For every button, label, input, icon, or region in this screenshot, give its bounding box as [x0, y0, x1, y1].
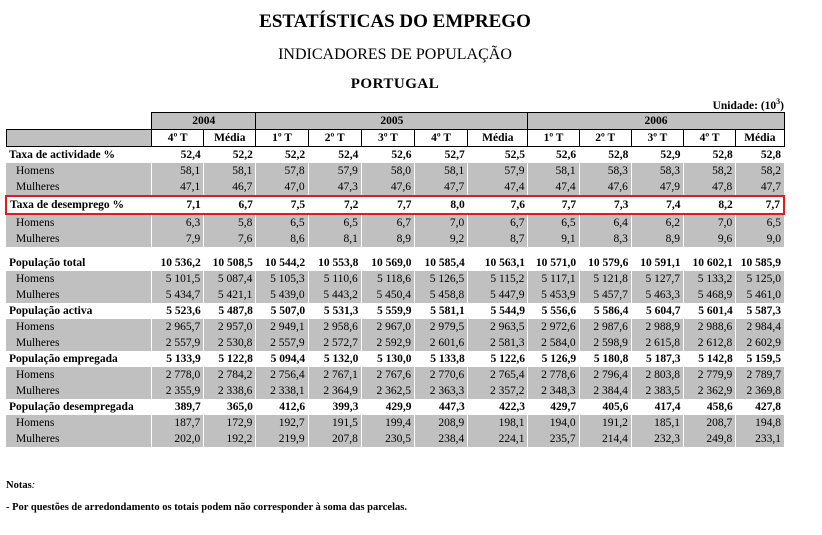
indicator-row — [6, 255, 784, 271]
table-cell: 57,9 — [308, 163, 361, 179]
indicator-row — [6, 351, 784, 367]
year-header: 2006 — [528, 113, 784, 130]
table-cell: 232,3 — [631, 431, 683, 447]
table-cell: 2 362,5 — [361, 383, 414, 399]
table-cell: 52,4 — [308, 147, 361, 164]
table-cell: 5 087,4 — [204, 271, 256, 287]
table-cell: 2 958,6 — [308, 319, 361, 335]
table-cell: 2 581,3 — [468, 335, 528, 351]
table-cell: 47,1 — [152, 179, 204, 196]
table-cell: 2 355,9 — [152, 383, 204, 399]
breakdown-row — [6, 335, 784, 351]
table-cell: 47,4 — [528, 179, 579, 196]
row-label: Homens — [6, 271, 152, 287]
table-cell: 5 133,9 — [152, 351, 204, 367]
table-cell: 5 601,4 — [684, 303, 736, 319]
breakdown-row — [6, 179, 784, 196]
table-cell: 58,2 — [684, 163, 736, 179]
table-cell: 9,0 — [736, 231, 784, 247]
table-cell: 2 963,5 — [468, 319, 528, 335]
table-cell: 5 468,9 — [684, 287, 736, 303]
table-cell: 8,7 — [468, 231, 528, 247]
table-cell: 47,6 — [579, 179, 631, 196]
table-cell: 2 778,6 — [528, 367, 579, 383]
table-cell: 6,7 — [204, 196, 256, 214]
breakdown-row — [6, 383, 784, 399]
table-cell: 47,9 — [631, 179, 683, 196]
table-cell: 52,2 — [204, 147, 256, 164]
table-cell: 5 586,4 — [579, 303, 631, 319]
breakdown-row — [6, 271, 784, 287]
year-header-row — [6, 113, 784, 130]
table-cell: 2 765,4 — [468, 367, 528, 383]
note-text: - Por questões de arredondamento os totais podem não corresponder à soma das parcelas. — [6, 502, 407, 513]
table-cell: 5 122,8 — [204, 351, 256, 367]
column-header: 1º T — [528, 130, 579, 147]
table-cell: 2 592,9 — [361, 335, 414, 351]
table-cell: 10 571,0 — [528, 255, 579, 271]
table-cell: 6,5 — [308, 214, 361, 231]
table-cell: 2 364,9 — [308, 383, 361, 399]
table-cell: 8,6 — [256, 231, 308, 247]
header-corner-top — [6, 113, 152, 130]
column-header: Média — [736, 130, 784, 147]
table-cell: 5 127,7 — [631, 271, 683, 287]
table-cell: 7,4 — [631, 196, 683, 214]
table-cell: 429,9 — [361, 399, 414, 415]
table-cell: 219,9 — [256, 431, 308, 447]
table-cell: 58,3 — [631, 163, 683, 179]
table-cell: 52,8 — [736, 147, 784, 164]
table-cell: 2 988,9 — [631, 319, 683, 335]
table-cell: 10 553,8 — [308, 255, 361, 271]
table-cell: 5 117,1 — [528, 271, 579, 287]
table-cell: 8,9 — [631, 231, 683, 247]
table-cell: 58,2 — [736, 163, 784, 179]
table-cell: 405,6 — [579, 399, 631, 415]
table-cell: 6,5 — [528, 214, 579, 231]
header-corner-bottom — [6, 130, 152, 147]
table-cell: 47,0 — [256, 179, 308, 196]
year-header: 2004 — [152, 113, 256, 130]
table-cell: 7,7 — [736, 196, 784, 214]
table-cell: 5 604,7 — [631, 303, 683, 319]
row-label: População total — [6, 255, 152, 271]
table-cell: 5 122,6 — [468, 351, 528, 367]
table-cell: 47,7 — [415, 179, 468, 196]
row-label: Mulheres — [6, 287, 152, 303]
table-cell: 52,4 — [152, 147, 204, 164]
table-cell: 6,7 — [468, 214, 528, 231]
table-cell: 2 363,3 — [415, 383, 468, 399]
table-cell: 5 461,0 — [736, 287, 784, 303]
table-cell: 6,7 — [361, 214, 414, 231]
table-cell: 2 612,8 — [684, 335, 736, 351]
table-cell: 5 443,2 — [308, 287, 361, 303]
table-cell: 238,4 — [415, 431, 468, 447]
table-cell: 46,7 — [204, 179, 256, 196]
table-cell: 2 767,1 — [308, 367, 361, 383]
statistics-table — [5, 112, 785, 447]
table-cell: 2 384,4 — [579, 383, 631, 399]
table-cell: 214,4 — [579, 431, 631, 447]
table-cell: 5 421,1 — [204, 287, 256, 303]
table-cell: 172,9 — [204, 415, 256, 431]
table-cell: 2 984,4 — [736, 319, 784, 335]
table-cell: 5 130,0 — [361, 351, 414, 367]
table-cell: 5,8 — [204, 214, 256, 231]
breakdown-row — [6, 367, 784, 383]
table-cell: 52,2 — [256, 147, 308, 164]
table-cell: 2 967,0 — [361, 319, 414, 335]
table-cell: 191,2 — [579, 415, 631, 431]
table-cell: 5 507,0 — [256, 303, 308, 319]
table-cell: 194,8 — [736, 415, 784, 431]
table-cell: 249,8 — [684, 431, 736, 447]
table-cell: 10 585,9 — [736, 255, 784, 271]
table-cell: 6,3 — [152, 214, 204, 231]
table-cell: 5 121,8 — [579, 271, 631, 287]
table-cell: 57,9 — [468, 163, 528, 179]
table-cell: 10 563,1 — [468, 255, 528, 271]
table-cell: 5 105,3 — [256, 271, 308, 287]
table-cell: 5 159,5 — [736, 351, 784, 367]
table-cell: 7,0 — [415, 214, 468, 231]
table-cell: 2 972,6 — [528, 319, 579, 335]
row-label: Homens — [6, 163, 152, 179]
table-cell: 5 126,9 — [528, 351, 579, 367]
country-label: PORTUGAL — [350, 76, 440, 92]
table-cell: 2 557,9 — [256, 335, 308, 351]
table-cell: 2 572,7 — [308, 335, 361, 351]
column-header: Média — [468, 130, 528, 147]
table-cell: 2 602,9 — [736, 335, 784, 351]
table-cell: 58,1 — [528, 163, 579, 179]
column-header: 4º T — [415, 130, 468, 147]
table-cell: 389,7 — [152, 399, 204, 415]
table-cell: 230,5 — [361, 431, 414, 447]
table-cell: 9,1 — [528, 231, 579, 247]
table-cell: 2 369,8 — [736, 383, 784, 399]
table-cell: 417,4 — [631, 399, 683, 415]
table-cell: 6,5 — [736, 214, 784, 231]
breakdown-row — [6, 214, 784, 231]
table-cell: 2 987,6 — [579, 319, 631, 335]
row-label: Mulheres — [6, 431, 152, 447]
table-cell: 7,3 — [579, 196, 631, 214]
table-cell: 2 965,7 — [152, 319, 204, 335]
row-label: População empregada — [6, 351, 152, 367]
table-cell: 2 784,2 — [204, 367, 256, 383]
table-cell: 57,8 — [256, 163, 308, 179]
row-label: Homens — [6, 319, 152, 335]
table-cell: 6,5 — [256, 214, 308, 231]
row-label: Homens — [6, 415, 152, 431]
table-cell: 2 584,0 — [528, 335, 579, 351]
table-cell: 5 439,0 — [256, 287, 308, 303]
table-cell: 422,3 — [468, 399, 528, 415]
table-cell: 52,6 — [361, 147, 414, 164]
table-cell: 6,4 — [579, 214, 631, 231]
breakdown-row — [6, 287, 784, 303]
table-cell: 5 125,0 — [736, 271, 784, 287]
table-cell: 5 434,7 — [152, 287, 204, 303]
table-cell: 10 591,1 — [631, 255, 683, 271]
table-cell: 5 559,9 — [361, 303, 414, 319]
notes-label: Notas: — [6, 480, 36, 491]
row-label: Mulheres — [6, 335, 152, 351]
spacer-row — [6, 247, 784, 255]
table-cell: 5 463,3 — [631, 287, 683, 303]
page-subtitle: INDICADORES DE POPULAÇÃO — [278, 46, 512, 63]
table-cell: 5 523,6 — [152, 303, 204, 319]
table-cell: 5 180,8 — [579, 351, 631, 367]
table-cell: 5 133,2 — [684, 271, 736, 287]
table-cell: 194,0 — [528, 415, 579, 431]
table-cell: 192,7 — [256, 415, 308, 431]
table-cell: 58,0 — [361, 163, 414, 179]
table-cell: 2 796,4 — [579, 367, 631, 383]
table-cell: 2 383,5 — [631, 383, 683, 399]
column-header: 2º T — [579, 130, 631, 147]
row-label: Mulheres — [6, 179, 152, 196]
table-cell: 7,1 — [152, 196, 204, 214]
table-cell: 224,1 — [468, 431, 528, 447]
table-cell: 5 458,8 — [415, 287, 468, 303]
table-cell: 5 581,1 — [415, 303, 468, 319]
table-cell: 10 585,4 — [415, 255, 468, 271]
table-cell: 5 450,4 — [361, 287, 414, 303]
table-cell: 6,2 — [631, 214, 683, 231]
table-cell: 7,7 — [528, 196, 579, 214]
table-cell: 47,3 — [308, 179, 361, 196]
table-cell: 199,4 — [361, 415, 414, 431]
column-header: 4º T — [684, 130, 736, 147]
table-cell: 2 338,6 — [204, 383, 256, 399]
table-cell: 5 115,2 — [468, 271, 528, 287]
table-cell: 399,3 — [308, 399, 361, 415]
table-cell: 10 579,6 — [579, 255, 631, 271]
table-cell: 5 133,8 — [415, 351, 468, 367]
table-cell: 5 101,5 — [152, 271, 204, 287]
table-cell: 208,7 — [684, 415, 736, 431]
table-cell: 47,7 — [736, 179, 784, 196]
table-cell: 192,2 — [204, 431, 256, 447]
table-cell: 10 569,0 — [361, 255, 414, 271]
row-label: População desempregada — [6, 399, 152, 415]
table-cell: 58,3 — [579, 163, 631, 179]
table-cell: 198,1 — [468, 415, 528, 431]
table-cell: 365,0 — [204, 399, 256, 415]
table-cell: 2 557,9 — [152, 335, 204, 351]
table-cell: 2 348,3 — [528, 383, 579, 399]
table-cell: 47,6 — [361, 179, 414, 196]
quarter-header-row — [6, 130, 784, 147]
table-cell: 2 779,9 — [684, 367, 736, 383]
table-cell: 8,1 — [308, 231, 361, 247]
column-header: 2º T — [308, 130, 361, 147]
row-label: População activa — [6, 303, 152, 319]
table-cell: 412,6 — [256, 399, 308, 415]
table-cell: 2 601,6 — [415, 335, 468, 351]
table-cell: 2 988,6 — [684, 319, 736, 335]
table-cell: 5 457,7 — [579, 287, 631, 303]
table-cell: 47,4 — [468, 179, 528, 196]
table-cell: 2 957,0 — [204, 319, 256, 335]
table-cell: 7,6 — [468, 196, 528, 214]
row-label: Homens — [6, 214, 152, 231]
table-cell: 52,8 — [579, 147, 631, 164]
table-cell: 10 508,5 — [204, 255, 256, 271]
table-cell: 185,1 — [631, 415, 683, 431]
table-cell: 47,8 — [684, 179, 736, 196]
table-cell: 58,1 — [204, 163, 256, 179]
table-cell: 8,3 — [579, 231, 631, 247]
row-label: Homens — [6, 367, 152, 383]
table-cell: 52,7 — [415, 147, 468, 164]
column-header: 3º T — [631, 130, 683, 147]
table-cell: 5 556,6 — [528, 303, 579, 319]
breakdown-row — [6, 231, 784, 247]
table-cell: 10 536,2 — [152, 255, 204, 271]
table-cell: 447,3 — [415, 399, 468, 415]
table-cell: 8,9 — [361, 231, 414, 247]
indicator-row — [6, 196, 784, 214]
column-header: 4º T — [152, 130, 204, 147]
table-cell: 58,1 — [152, 163, 204, 179]
table-cell: 52,5 — [468, 147, 528, 164]
table-cell: 2 357,2 — [468, 383, 528, 399]
table-cell: 58,1 — [415, 163, 468, 179]
breakdown-row — [6, 415, 784, 431]
table-cell: 5 447,9 — [468, 287, 528, 303]
table-cell: 2 338,1 — [256, 383, 308, 399]
breakdown-row — [6, 163, 784, 179]
table-cell: 5 094,4 — [256, 351, 308, 367]
table-cell: 207,8 — [308, 431, 361, 447]
table-cell: 2 530,8 — [204, 335, 256, 351]
table-cell: 2 789,7 — [736, 367, 784, 383]
table-cell: 2 598,9 — [579, 335, 631, 351]
table-cell: 5 132,0 — [308, 351, 361, 367]
table-cell: 233,1 — [736, 431, 784, 447]
table-cell: 2 979,5 — [415, 319, 468, 335]
row-label: Taxa de desemprego % — [6, 196, 152, 214]
table-body — [6, 147, 784, 448]
table-cell: 52,6 — [528, 147, 579, 164]
table-cell: 2 362,9 — [684, 383, 736, 399]
table-cell: 5 142,8 — [684, 351, 736, 367]
table-cell: 7,0 — [684, 214, 736, 231]
table-cell: 202,0 — [152, 431, 204, 447]
table-cell: 10 544,2 — [256, 255, 308, 271]
table-cell: 5 126,5 — [415, 271, 468, 287]
row-label: Taxa de actividade % — [6, 147, 152, 164]
table-cell: 7,9 — [152, 231, 204, 247]
table-cell: 5 110,6 — [308, 271, 361, 287]
page-title: ESTATÍSTICAS DO EMPREGO — [259, 11, 531, 32]
table-cell: 5 531,3 — [308, 303, 361, 319]
column-header: 3º T — [361, 130, 414, 147]
table-cell: 429,7 — [528, 399, 579, 415]
column-header: 1º T — [256, 130, 308, 147]
table-cell: 52,8 — [684, 147, 736, 164]
breakdown-row — [6, 431, 784, 447]
indicator-row — [6, 303, 784, 319]
table-cell: 2 803,8 — [631, 367, 683, 383]
table-cell: 208,9 — [415, 415, 468, 431]
table-cell: 5 587,3 — [736, 303, 784, 319]
table-cell: 8,2 — [684, 196, 736, 214]
column-header: Média — [204, 130, 256, 147]
table-cell: 5 118,6 — [361, 271, 414, 287]
table-cell: 2 756,4 — [256, 367, 308, 383]
table-cell: 427,8 — [736, 399, 784, 415]
year-header: 2005 — [256, 113, 528, 130]
unit-label: Unidade: $(10^3)$ — [712, 97, 784, 112]
table-cell: 7,2 — [308, 196, 361, 214]
table-cell: 191,5 — [308, 415, 361, 431]
table-cell: 2 767,6 — [361, 367, 414, 383]
table-cell: 7,6 — [204, 231, 256, 247]
table-cell: 2 778,0 — [152, 367, 204, 383]
table-cell: 52,9 — [631, 147, 683, 164]
table-cell: 187,7 — [152, 415, 204, 431]
table-cell: 2 770,6 — [415, 367, 468, 383]
table-cell: 2 949,1 — [256, 319, 308, 335]
table-cell: 10 602,1 — [684, 255, 736, 271]
table-cell: 7,5 — [256, 196, 308, 214]
table-cell: 9,6 — [684, 231, 736, 247]
indicator-row — [6, 147, 784, 164]
table-cell: 235,7 — [528, 431, 579, 447]
table-cell: 5 187,3 — [631, 351, 683, 367]
table-cell: 458,6 — [684, 399, 736, 415]
table-cell: 7,7 — [361, 196, 414, 214]
spacer-cell — [6, 247, 784, 255]
table-cell: 5 544,9 — [468, 303, 528, 319]
table-cell: 5 453,9 — [528, 287, 579, 303]
table-cell: 8,0 — [415, 196, 468, 214]
table-cell: 5 487,8 — [204, 303, 256, 319]
breakdown-row — [6, 319, 784, 335]
indicator-row — [6, 399, 784, 415]
table-cell: 9,2 — [415, 231, 468, 247]
row-label: Mulheres — [6, 383, 152, 399]
row-label: Mulheres — [6, 231, 152, 247]
table-cell: 2 615,8 — [631, 335, 683, 351]
